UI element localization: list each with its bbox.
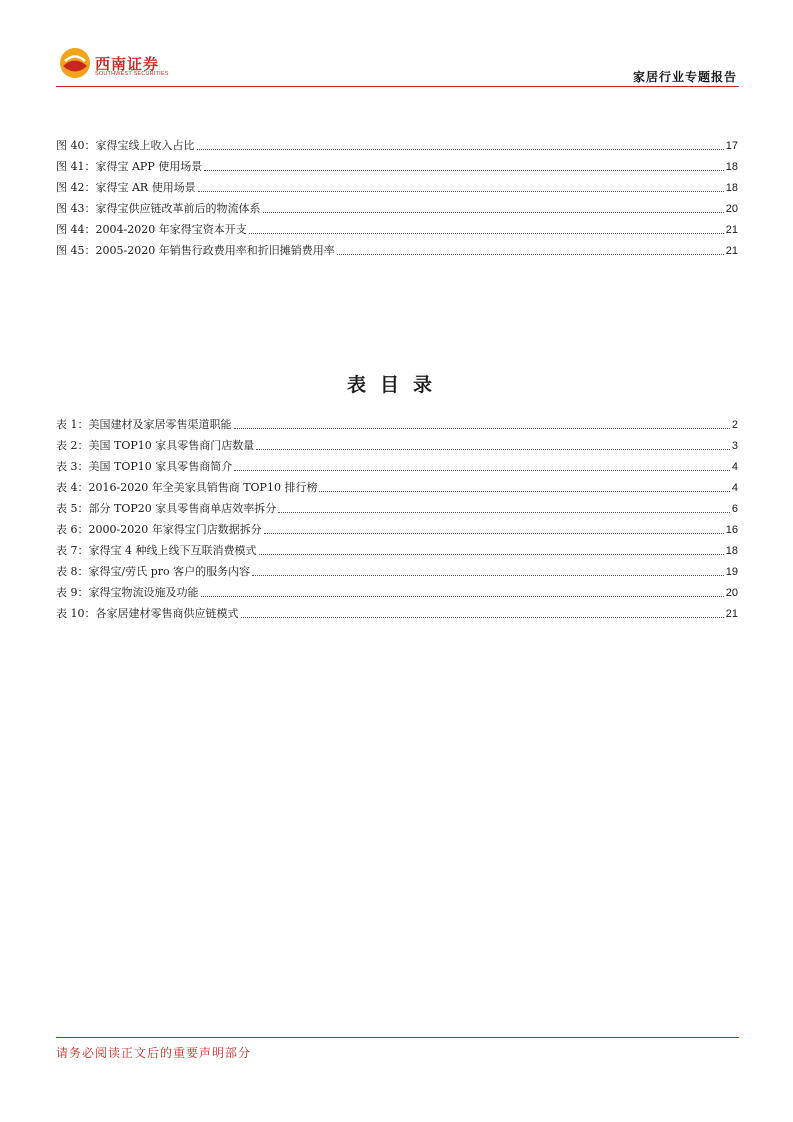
toc-entry-label: 表 4：2016-2020 年全美家具销售商 TOP10 排行榜: [56, 481, 318, 494]
toc-entry-page: 16: [725, 524, 738, 536]
toc-entry-label: 图 44：2004-2020 年家得宝资本开支: [56, 223, 247, 236]
toc-entry[interactable]: [56, 600, 738, 621]
toc-entry-label: 表 6：2000-2020 年家得宝门店数据拆分: [56, 523, 262, 536]
toc-entry-label: 图 42：家得宝 AR 使用场景: [56, 181, 196, 194]
logo-chinese-name: 西南证券: [95, 55, 160, 73]
toc-entry-page: 3: [731, 440, 738, 452]
toc-entry-label: 表 9：家得宝物流设施及功能: [56, 586, 199, 599]
toc-entry[interactable]: [56, 495, 738, 516]
toc-leader-dots: [197, 148, 724, 150]
toc-entry[interactable]: [56, 195, 738, 216]
table-toc-heading: 表目录: [346, 374, 446, 396]
toc-leader-dots: [249, 232, 724, 234]
toc-entry[interactable]: [56, 432, 738, 453]
toc-leader-dots: [337, 253, 724, 255]
toc-entry-label: 图 45：2005-2020 年销售行政费用率和折旧摊销费用率: [56, 244, 335, 257]
toc-entry-page: 20: [725, 587, 738, 599]
company-logo: [58, 46, 178, 82]
page-header: [0, 0, 793, 92]
toc-entry-page: 21: [725, 608, 738, 620]
footer-divider: [56, 1037, 739, 1038]
toc-entry[interactable]: [56, 516, 738, 537]
footer-disclaimer-note: 请务必阅读正文后的重要声明部分: [56, 1046, 252, 1060]
toc-entry[interactable]: [56, 558, 738, 579]
toc-entry[interactable]: [56, 537, 738, 558]
toc-entry-page: 18: [725, 182, 738, 194]
toc-leader-dots: [264, 532, 724, 534]
toc-leader-dots: [198, 190, 724, 192]
toc-entry-label: 图 43：家得宝供应链改革前后的物流体系: [56, 202, 261, 215]
toc-leader-dots: [234, 427, 730, 429]
toc-entry-label: 图 41：家得宝 APP 使用场景: [56, 160, 203, 173]
toc-leader-dots: [241, 616, 724, 618]
toc-entry[interactable]: [56, 474, 738, 495]
toc-entry[interactable]: [56, 237, 738, 258]
logo-emblem-icon: [58, 46, 92, 80]
toc-entry-page: 19: [725, 566, 738, 578]
toc-entry-label: 表 5：部分 TOP20 家具零售商单店效率拆分: [56, 502, 277, 515]
toc-entry-page: 4: [731, 482, 738, 494]
toc-entry[interactable]: [56, 174, 738, 195]
toc-entry[interactable]: [56, 132, 738, 153]
toc-leader-dots: [234, 469, 730, 471]
toc-leader-dots: [319, 490, 729, 492]
report-title: 家居行业专题报告: [632, 70, 737, 84]
toc-entry[interactable]: [56, 453, 738, 474]
toc-entry-label: 表 10：各家居建材零售商供应链模式: [56, 607, 239, 620]
logo-english-name: SOUTHWEST SECURITIES: [95, 71, 169, 77]
header-divider: [56, 86, 739, 87]
toc-entry[interactable]: [56, 153, 738, 174]
figure-toc-list: [56, 132, 738, 258]
toc-entry[interactable]: [56, 216, 738, 237]
toc-entry[interactable]: [56, 411, 738, 432]
toc-entry-page: 6: [731, 503, 738, 515]
toc-entry-label: 表 2：美国 TOP10 家具零售商门店数量: [56, 439, 255, 452]
toc-entry-page: 4: [731, 461, 738, 473]
toc-leader-dots: [256, 448, 730, 450]
toc-entry-label: 表 3：美国 TOP10 家具零售商简介: [56, 460, 233, 473]
toc-entry-page: 17: [725, 140, 738, 152]
toc-leader-dots: [278, 511, 730, 513]
table-toc-list: [56, 411, 738, 621]
toc-entry-page: 21: [725, 224, 738, 236]
toc-leader-dots: [201, 595, 724, 597]
toc-leader-dots: [252, 574, 724, 576]
toc-leader-dots: [263, 211, 724, 213]
toc-entry-page: 18: [725, 161, 738, 173]
toc-entry-label: 表 1：美国建材及家居零售渠道职能: [56, 418, 232, 431]
toc-entry-label: 表 7：家得宝 4 种线上线下互联消费模式: [56, 544, 257, 557]
toc-leader-dots: [259, 553, 724, 555]
toc-entry-page: 2: [731, 419, 738, 431]
toc-entry-page: 20: [725, 203, 738, 215]
toc-entry-label: 表 8：家得宝/劳氏 pro 客户的服务内容: [56, 565, 251, 578]
toc-entry-page: 18: [725, 545, 738, 557]
toc-entry[interactable]: [56, 579, 738, 600]
toc-leader-dots: [204, 169, 724, 171]
toc-entry-page: 21: [725, 245, 738, 257]
toc-entry-label: 图 40：家得宝线上收入占比: [56, 139, 195, 152]
